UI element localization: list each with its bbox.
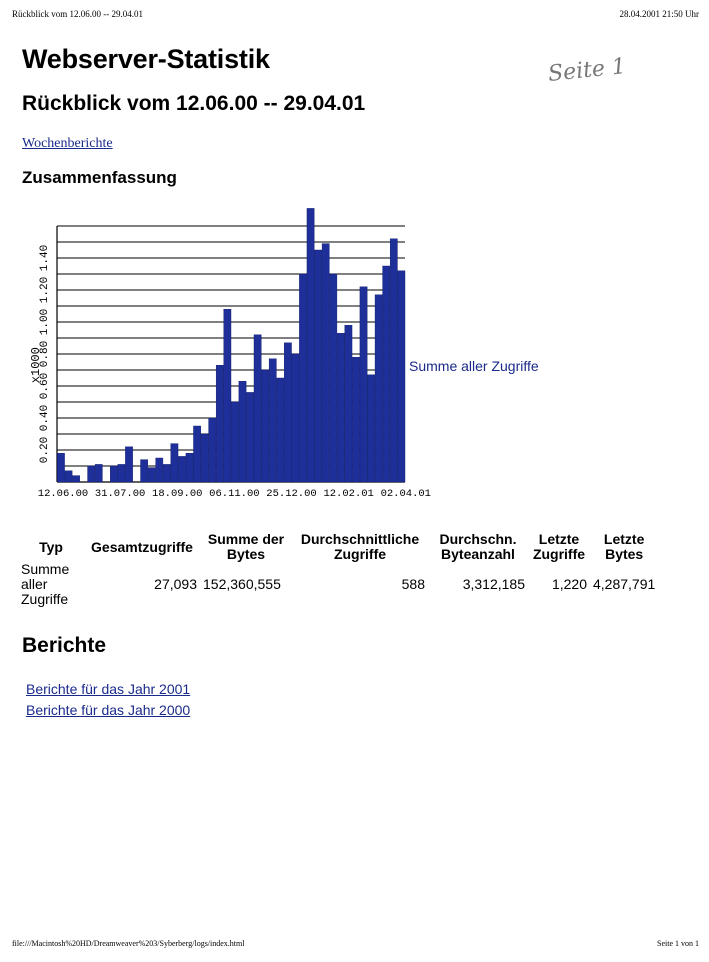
y-tick-label: 0.80 bbox=[39, 340, 51, 368]
reports-heading: Berichte bbox=[22, 634, 107, 657]
chart-bar bbox=[171, 444, 178, 482]
chart-bar bbox=[284, 343, 291, 482]
chart-bar bbox=[231, 402, 238, 482]
chart-bar bbox=[299, 274, 306, 482]
chart-bar bbox=[246, 392, 253, 482]
y-axis-label: x1000 bbox=[29, 347, 43, 384]
y-tick-label: 0.60 bbox=[39, 372, 51, 400]
chart-bar bbox=[239, 381, 246, 482]
chart-bar bbox=[156, 458, 163, 482]
chart-bar bbox=[72, 476, 79, 482]
chart-bar bbox=[322, 244, 329, 482]
chart-bar bbox=[110, 466, 117, 482]
chart-bar bbox=[383, 266, 390, 482]
chart-bar bbox=[360, 287, 367, 482]
y-tick-label: 0.20 bbox=[39, 436, 51, 464]
chart-bar bbox=[262, 370, 269, 482]
chart-bar bbox=[315, 250, 322, 482]
cell-avg-bytes: 3,312,185 bbox=[462, 576, 525, 592]
table-row bbox=[18, 562, 658, 607]
report-link-2001[interactable]: Berichte für das Jahr 2001 bbox=[26, 681, 191, 697]
table-header-row bbox=[18, 532, 658, 562]
chart-bar bbox=[330, 274, 337, 482]
x-tick-label: 06.11.00 bbox=[209, 488, 260, 500]
chart-bar bbox=[186, 453, 193, 482]
chart-bar bbox=[307, 208, 314, 482]
chart-bar bbox=[292, 354, 299, 482]
x-tick-label: 02.04.01 bbox=[380, 488, 431, 500]
page-title: Webserver-Statistik bbox=[22, 44, 270, 74]
col-header-last-hits: Letzte Zugriffe bbox=[532, 531, 586, 562]
chart-bar bbox=[95, 464, 102, 482]
x-tick-label: 25.12.00 bbox=[266, 488, 317, 500]
handwritten-note: Seite 1 bbox=[546, 53, 628, 88]
chart-bar bbox=[375, 295, 382, 482]
x-tick-label: 12.02.01 bbox=[323, 488, 374, 500]
cell-last-bytes: 4,287,791 bbox=[593, 576, 656, 592]
x-tick-label: 18.09.00 bbox=[152, 488, 203, 500]
cell-type: Summe aller Zugriffe bbox=[21, 561, 70, 607]
chart-bar bbox=[125, 447, 132, 482]
page-subtitle: Rückblick vom 12.06.00 -- 29.04.01 bbox=[22, 92, 366, 115]
cell-avg-hits: 588 bbox=[401, 576, 425, 592]
chart-bar bbox=[148, 468, 155, 482]
y-tick-label: 1.00 bbox=[39, 308, 51, 336]
chart-bar bbox=[201, 434, 208, 482]
y-tick-label: 0.40 bbox=[39, 404, 51, 432]
chart-bar bbox=[216, 365, 223, 482]
chart-bar bbox=[118, 464, 125, 482]
weekly-reports-link[interactable]: Wochenberichte bbox=[22, 136, 113, 151]
x-tick-label: 12.06.00 bbox=[37, 488, 89, 500]
x-tick-label: 31.07.00 bbox=[94, 488, 146, 500]
chart-bar bbox=[367, 375, 374, 482]
chart-bar bbox=[345, 325, 352, 482]
chart-bar bbox=[277, 378, 284, 482]
col-header-total: Gesamtzugriffe bbox=[91, 538, 193, 555]
summary-heading: Zusammenfassung bbox=[22, 168, 177, 187]
print-header-right: 28.04.2001 21:50 Uhr bbox=[619, 9, 699, 19]
print-header-left: Rückblick vom 12.06.00 -- 29.04.01 bbox=[12, 9, 143, 19]
report-link-2000[interactable]: Berichte für das Jahr 2000 bbox=[26, 702, 191, 718]
col-header-bytes: Summe der Bytes bbox=[207, 531, 285, 562]
legend-label: Summe aller Zugriffe bbox=[409, 358, 539, 374]
chart-bar bbox=[209, 418, 216, 482]
col-header-last-bytes: Letzte Bytes bbox=[603, 531, 645, 562]
chart-bar bbox=[254, 335, 261, 482]
chart-bar bbox=[337, 333, 344, 482]
chart-bar bbox=[390, 239, 397, 482]
chart-bar bbox=[163, 464, 170, 482]
chart-bar bbox=[88, 466, 95, 482]
chart-bar bbox=[398, 271, 405, 482]
col-header-avg-bytes: Durchschn. Byteanzahl bbox=[439, 531, 517, 562]
chart-bar bbox=[65, 471, 72, 482]
chart-bar bbox=[193, 426, 200, 482]
col-header-avg-hits: Durchschnittliche Zugriffe bbox=[300, 531, 420, 562]
y-tick-label: 1.40 bbox=[39, 244, 51, 272]
chart-bar bbox=[141, 460, 148, 482]
chart-bar bbox=[178, 456, 185, 482]
summary-table bbox=[18, 532, 658, 607]
y-tick-label: 1.20 bbox=[39, 276, 51, 304]
cell-total-hits: 27,093 bbox=[154, 576, 197, 592]
chart-bar bbox=[224, 309, 231, 482]
chart-bar bbox=[57, 453, 64, 482]
chart-bar bbox=[352, 357, 359, 482]
print-footer-path: file:///Macintosh%20HD/Dreamweaver%203/Syberberg/logs/index.html bbox=[12, 939, 245, 948]
cell-total-bytes: 152,360,555 bbox=[203, 576, 281, 592]
col-header-typ: Typ bbox=[39, 538, 63, 555]
chart-bar bbox=[269, 359, 276, 482]
print-footer-page: Seite 1 von 1 bbox=[657, 939, 699, 948]
cell-last-hits: 1,220 bbox=[551, 576, 587, 592]
